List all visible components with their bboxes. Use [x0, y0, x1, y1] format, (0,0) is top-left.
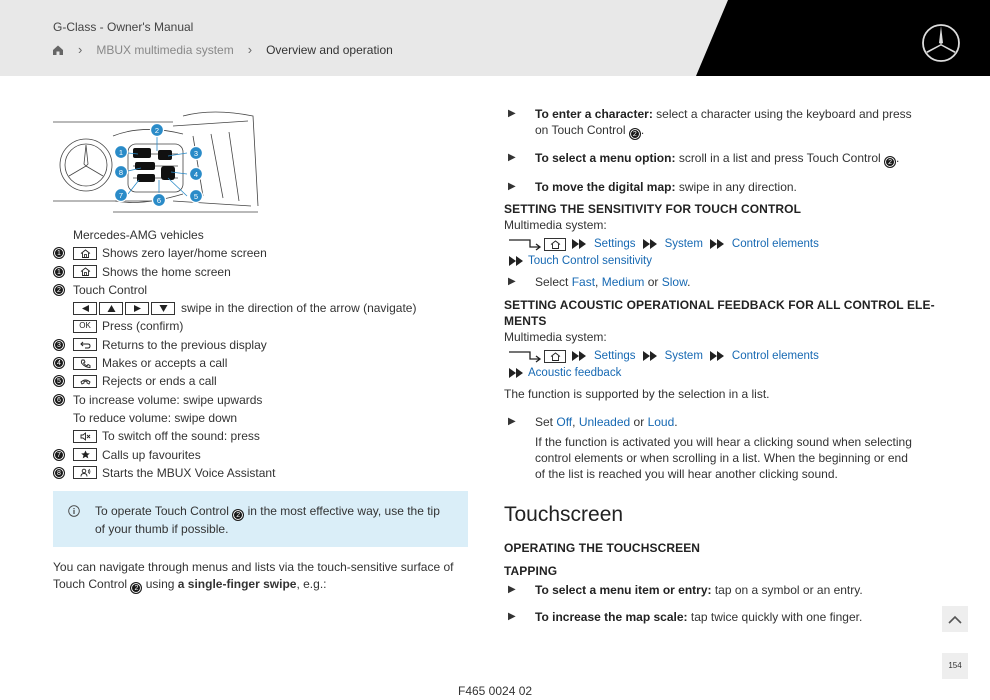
item-number: 2	[629, 128, 641, 140]
arrow-left-icon	[73, 302, 97, 315]
option-fast-link[interactable]: Fast	[571, 275, 596, 289]
mute-icon	[73, 430, 97, 443]
instruction-select-menu-item: To select a menu item or entry: tap on a symbol or an entry.	[535, 583, 863, 597]
callout-label: 7	[118, 191, 124, 200]
list-item	[53, 446, 473, 464]
phone-reject-icon	[73, 375, 97, 388]
arrow-up-icon	[99, 302, 123, 315]
item-text: swipe in the direction of the arrow (navigate)	[181, 301, 417, 316]
breadcrumb-current: Overview and operation	[266, 42, 393, 57]
breadcrumb-link[interactable]: MBUX multimedia system	[96, 42, 234, 57]
settings-path	[508, 237, 825, 251]
list-item	[53, 427, 473, 445]
home-icon	[73, 265, 97, 278]
bold-phrase: a single-finger swipe	[177, 576, 297, 591]
item-text: To reduce volume: swipe down	[73, 410, 238, 425]
steering-wheel-controls-illustration	[53, 106, 261, 214]
chevron-up-icon	[948, 615, 962, 624]
list-item	[53, 409, 473, 427]
item-text: To switch off the sound: press	[102, 429, 260, 444]
navigation-paragraph: You can navigate through menus and lists via the touch-sensitive surface of Touch Control 2 using a single-finger swipe, e.g.:	[53, 560, 454, 592]
item-text: Starts the MBUX Voice Assistant	[102, 465, 276, 480]
path-control-elements-link[interactable]: Control elements	[731, 238, 819, 250]
list-item	[53, 317, 473, 335]
brand-star-logo	[921, 23, 961, 63]
multimedia-label: Multimedia system:	[504, 330, 607, 344]
phone-accept-icon	[73, 357, 97, 370]
arrow-right-icon	[125, 302, 149, 315]
double-arrow-icon	[508, 255, 525, 267]
arrow-down-icon	[151, 302, 175, 315]
arrow-keys	[73, 302, 177, 315]
path-acoustic-feedback-link[interactable]: Acoustic feedback	[528, 367, 622, 379]
option-slow-link[interactable]: Slow	[661, 275, 688, 289]
instruction-select-menu-option: To select a menu option: scroll in a list and press Touch Control 2 .	[535, 151, 900, 166]
acoustic-heading-line2: MENTS	[504, 314, 547, 328]
option-unleaded-link[interactable]: Unleaded	[578, 415, 631, 429]
item-text: Calls up favourites	[102, 447, 201, 462]
double-arrow-icon	[709, 350, 726, 362]
settings-path-continued	[508, 255, 658, 267]
supported-note: The function is supported by the selection in a list.	[504, 387, 770, 401]
path-touch-sensitivity-link[interactable]: Touch Control sensitivity	[528, 255, 652, 267]
instruction-increase-map-scale: To increase the map scale: tap twice quickly with one finger.	[535, 610, 863, 624]
tapping-heading: TAPPING	[504, 564, 558, 578]
star-icon	[73, 448, 97, 461]
bullet-arrow-icon: ▶	[508, 276, 516, 287]
acoustic-description: If the function is activated you will hear a clicking sound when selecting control elements or when scrolling in a list. When the beginning or end of the list is reached you will hear another clicking sound.	[535, 435, 912, 481]
double-arrow-icon	[709, 238, 726, 250]
path-control-elements-link[interactable]: Control elements	[731, 350, 819, 362]
set-acoustic-instruction: Set Off, Unleaded or Loud.	[535, 415, 678, 429]
touchscreen-title: Touchscreen	[504, 503, 624, 526]
path-system-link[interactable]: System	[664, 350, 703, 362]
chevron-right-icon: ›	[247, 42, 253, 57]
item-text: To increase volume: swipe upwards	[73, 392, 263, 407]
list-item	[53, 226, 473, 244]
acoustic-settings-path	[508, 349, 825, 363]
option-off-link[interactable]: Off	[556, 415, 573, 429]
item-number: 3	[53, 339, 65, 351]
control-legend-list	[53, 226, 473, 482]
instruction-move-map: To move the digital map: swipe in any direction.	[535, 180, 797, 194]
item-text: Touch Control	[73, 282, 148, 297]
amg-vehicles-label: Mercedes-AMG vehicles	[73, 228, 204, 242]
bullet-arrow-icon: ▶	[508, 611, 516, 622]
item-number: 7	[53, 449, 65, 461]
home-icon[interactable]	[52, 44, 64, 56]
list-item	[53, 244, 473, 262]
scroll-to-top-button[interactable]	[942, 606, 968, 632]
item-number: 2	[53, 284, 65, 296]
instruction-enter-character: To enter a character: select a character using the keyboard and press on Touch Control 2 .	[535, 107, 912, 138]
double-arrow-icon	[642, 238, 659, 250]
list-item	[53, 372, 473, 390]
bullet-arrow-icon: ▶	[508, 584, 516, 595]
list-item	[53, 391, 473, 409]
list-item	[53, 354, 473, 372]
item-number: 8	[53, 467, 65, 479]
figure-code: F465 0024 02	[458, 684, 533, 698]
home-icon	[73, 247, 97, 260]
home-icon	[544, 238, 566, 251]
option-medium-link[interactable]: Medium	[601, 275, 645, 289]
info-icon	[68, 505, 80, 517]
double-arrow-icon	[642, 350, 659, 362]
list-item	[53, 464, 473, 482]
item-number: 2	[130, 582, 142, 594]
list-item	[53, 299, 473, 317]
breadcrumb	[52, 42, 393, 57]
item-text: Shows the home screen	[102, 264, 231, 279]
acoustic-heading-line1: SETTING ACOUSTIC OPERATIONAL FEEDBACK FOR ALL CONTROL ELE-	[504, 298, 935, 312]
double-arrow-icon	[571, 238, 588, 250]
item-text: Shows zero layer/home screen	[102, 246, 267, 261]
callout-label: 1	[118, 148, 124, 157]
path-start-arrow-icon	[508, 349, 542, 363]
callout-label: 3	[193, 149, 199, 158]
path-settings-link[interactable]: Settings	[594, 238, 636, 250]
double-arrow-icon	[571, 350, 588, 362]
home-icon	[544, 350, 566, 363]
callout-label: 2	[154, 126, 160, 135]
item-text: Press (confirm)	[102, 319, 184, 334]
bullet-arrow-icon: ▶	[508, 108, 516, 119]
item-number: 1	[53, 247, 65, 259]
item-number: 2	[232, 509, 244, 521]
item-number: 1	[53, 266, 65, 278]
list-item	[53, 281, 473, 299]
bullet-arrow-icon: ▶	[508, 152, 516, 163]
sensitivity-heading: SETTING THE SENSITIVITY FOR TOUCH CONTROL	[504, 202, 802, 216]
info-text: To operate Touch Control 2 in the most effective way, use the tip of your thumb if possible.	[95, 504, 440, 536]
acoustic-settings-path-continued	[508, 367, 627, 379]
item-number: 6	[53, 394, 65, 406]
back-icon	[73, 338, 97, 351]
callout-label: 5	[193, 192, 199, 201]
bullet-arrow-icon: ▶	[508, 416, 516, 427]
page-number-badge: 154	[942, 653, 968, 679]
item-text: Makes or accepts a call	[102, 356, 228, 371]
path-start-arrow-icon	[508, 237, 542, 251]
info-note	[53, 491, 468, 547]
item-number: 5	[53, 375, 65, 387]
list-item	[53, 263, 473, 281]
multimedia-label: Multimedia system:	[504, 218, 607, 232]
double-arrow-icon	[508, 367, 525, 379]
chevron-right-icon: ›	[78, 42, 83, 57]
callout-label: 6	[156, 196, 162, 205]
callout-label: 8	[118, 168, 124, 177]
path-settings-link[interactable]: Settings	[594, 350, 636, 362]
bullet-arrow-icon: ▶	[508, 181, 516, 192]
option-loud-link[interactable]: Loud	[647, 415, 675, 429]
path-system-link[interactable]: System	[664, 238, 703, 250]
operating-touchscreen-heading: OPERATING THE TOUCHSCREEN	[504, 541, 701, 555]
item-number: 4	[53, 357, 65, 369]
select-sensitivity-instruction: Select Fast, Medium or Slow.	[535, 275, 691, 289]
ok-key: OK	[73, 320, 97, 333]
document-title: G-Class - Owner's Manual	[53, 20, 194, 34]
item-number: 2	[884, 156, 896, 168]
callout-label: 4	[193, 170, 199, 179]
list-item	[53, 336, 473, 354]
voice-icon	[73, 466, 97, 479]
item-text: Returns to the previous display	[102, 337, 267, 352]
item-text: Rejects or ends a call	[102, 374, 217, 389]
